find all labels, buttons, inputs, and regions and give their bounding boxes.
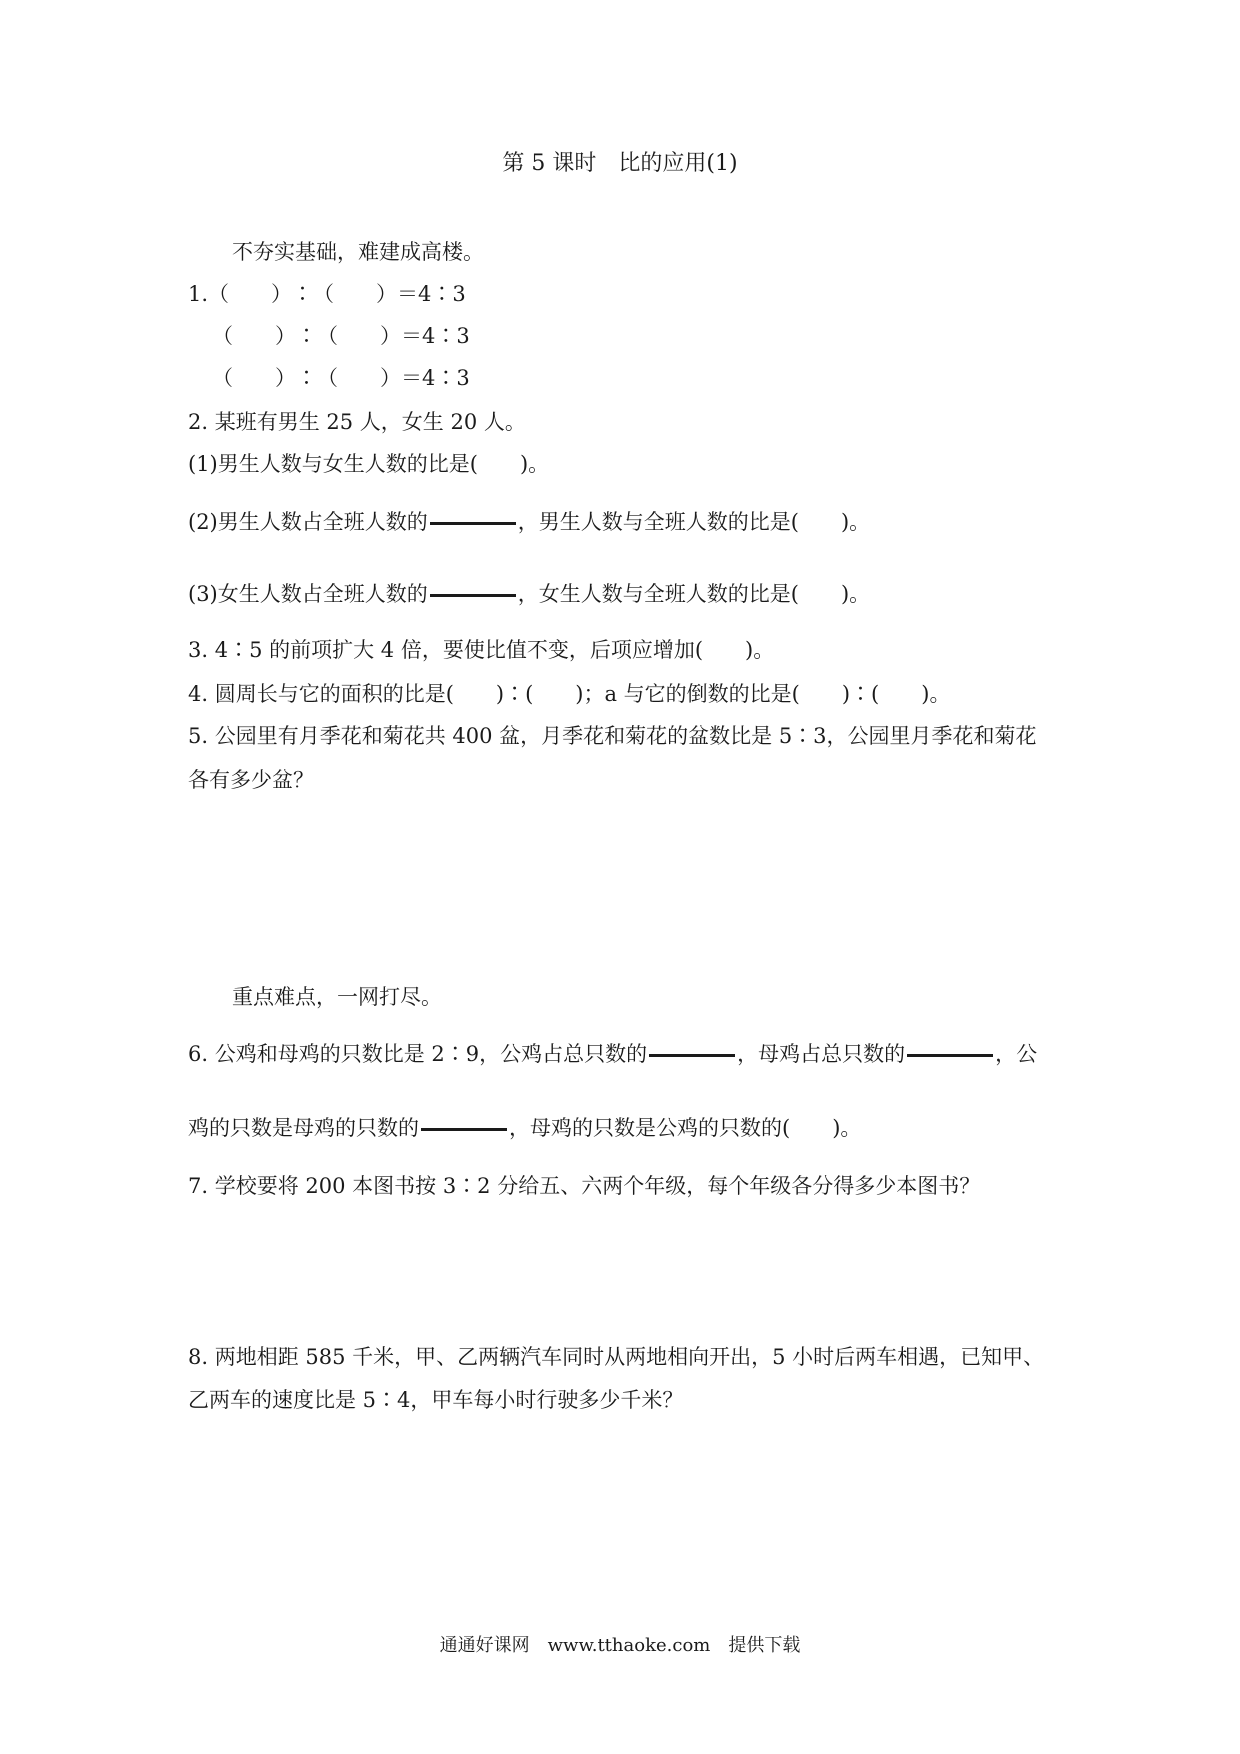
- q4-text: 4. 圆周长与它的面积的比是( )∶( )；a 与它的倒数的比是( )∶( )。: [188, 682, 951, 706]
- fraction-blank: [649, 1054, 735, 1057]
- q6-line1: [188, 1040, 1037, 1068]
- fraction-blank: [430, 522, 516, 525]
- q7-text: 7. 学校要将 200 本图书按 3∶2 分给五、六两个年级，每个年级各分得多少本图书？: [188, 1174, 981, 1198]
- q6-text-e: ，母鸡的只数是公鸡的只数的( )。: [509, 1116, 862, 1140]
- q6-text-d: 鸡的只数是母鸡的只数的: [188, 1116, 419, 1140]
- section-basic-heading: 不夯实基础，难建成高楼。: [232, 240, 484, 264]
- q5-line2: 各有多少盆？: [188, 768, 314, 792]
- q2-part2: [188, 508, 870, 536]
- q2-part2-text-a: (2)男生人数占全班人数的: [188, 510, 428, 534]
- q6-text-b: ，母鸡占总只数的: [737, 1042, 906, 1066]
- section-key-heading: 重点难点，一网打尽。: [232, 985, 442, 1009]
- q6-text-a: 6. 公鸡和母鸡的只数比是 2∶9，公鸡占总只数的: [188, 1042, 648, 1066]
- q8-line1: 8. 两地相距 585 千米，甲、乙两辆汽车同时从两地相向开出，5 小时后两车相遇，已知甲、: [188, 1345, 1045, 1369]
- fraction-blank: [907, 1054, 993, 1057]
- footer-credit: 通通好课网 www.tthaoke.com 提供下载: [439, 1635, 801, 1656]
- q2-part2-text-b: ，男生人数与全班人数的比是( )。: [517, 510, 871, 534]
- fraction-blank: [430, 594, 516, 597]
- q2-stem: 2. 某班有男生 25 人，女生 20 人。: [188, 410, 526, 434]
- q1-line2: （ ）∶（ ）＝4∶3: [212, 324, 470, 348]
- q2-part1: (1)男生人数与女生人数的比是( )。: [188, 452, 550, 476]
- q2-part3-text-a: (3)女生人数占全班人数的: [188, 582, 428, 606]
- fraction-blank: [421, 1128, 507, 1131]
- q3-text: 3. 4∶5 的前项扩大 4 倍，要使比值不变，后项应增加( )。: [188, 638, 775, 662]
- q6-line2: [188, 1114, 861, 1142]
- q8-line2: 乙两车的速度比是 5∶4，甲车每小时行驶多少千米？: [188, 1388, 684, 1412]
- q1-line1: 1.（ ）∶（ ）＝4∶3: [188, 282, 466, 306]
- page-title: 第 5 课时 比的应用(1): [502, 151, 738, 176]
- q5-line1: 5. 公园里有月季花和菊花共 400 盆，月季花和菊花的盆数比是 5∶3，公园里月季花和菊花: [188, 724, 1037, 748]
- q6-text-c: ，公: [995, 1042, 1038, 1066]
- q2-part3: [188, 580, 870, 608]
- q2-part3-text-b: ，女生人数与全班人数的比是( )。: [517, 582, 871, 606]
- q1-line3: （ ）∶（ ）＝4∶3: [212, 366, 470, 390]
